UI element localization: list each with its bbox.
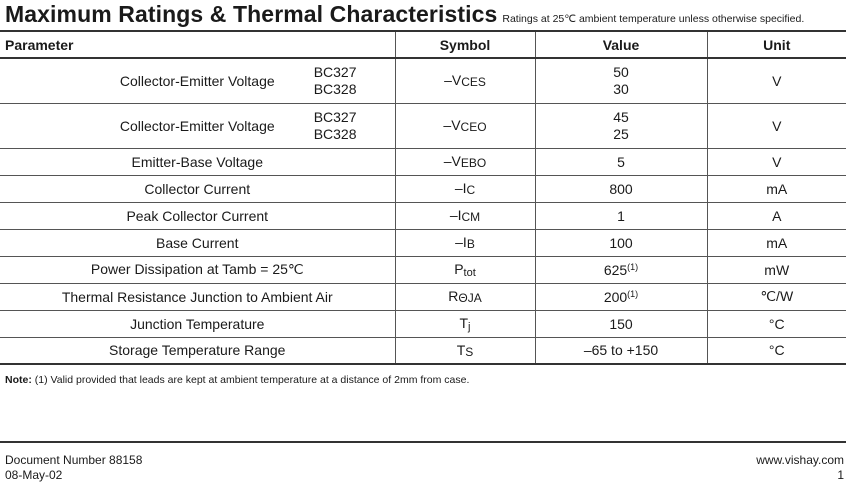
header-symbol: Symbol: [395, 31, 535, 58]
table-row: [0, 148, 846, 175]
value-cell: [535, 256, 707, 283]
unit-cell: °C: [707, 310, 846, 337]
value-label: 50: [613, 63, 629, 80]
symbol-main: –I: [455, 234, 467, 250]
variant-label: BC327: [313, 108, 357, 125]
unit-cell: A: [707, 202, 846, 229]
symbol-main: –V: [443, 153, 461, 169]
parameter-label: Collector-Emitter Voltage: [119, 117, 275, 134]
symbol-main: –I: [449, 207, 462, 223]
symbol-subscript: C: [466, 183, 476, 197]
table-row: [0, 58, 846, 103]
variant-label: BC328: [313, 125, 357, 142]
table-header-row: [0, 31, 846, 58]
footnote-ref: (1): [627, 261, 639, 272]
page-number: 1: [837, 468, 844, 482]
symbol-cell: [395, 58, 535, 103]
symbol-cell: [395, 256, 535, 283]
document-number: Document Number 88158: [5, 453, 143, 467]
table-row: [0, 202, 846, 229]
symbol-main: R: [448, 288, 459, 304]
value-cell: 5: [535, 148, 707, 175]
document-date: 08-May-02: [5, 468, 63, 482]
value-cell: 800: [535, 175, 707, 202]
unit-cell: V: [707, 58, 846, 103]
website-link[interactable]: www.vishay.com: [756, 453, 844, 467]
ratings-table: [0, 30, 846, 365]
table-row: [0, 103, 846, 148]
symbol-subscript: j: [468, 320, 471, 333]
symbol-main: –V: [443, 117, 461, 133]
header-value: Value: [535, 31, 707, 58]
unit-cell: V: [707, 103, 846, 148]
parameter-cell: Emitter-Base Voltage: [131, 153, 263, 170]
symbol-cell: [395, 283, 535, 310]
value-cell: 150: [535, 310, 707, 337]
symbol-cell: [395, 103, 535, 148]
parameter-cell: [0, 103, 395, 148]
symbol-cell: [395, 229, 535, 256]
symbol-main: –V: [444, 72, 462, 89]
symbol-subscript: EBO: [460, 156, 487, 170]
table-row: [0, 310, 846, 337]
value-cell: [535, 103, 707, 148]
symbol-subscript: CES: [461, 75, 486, 90]
parameter-cell: Base Current: [156, 234, 239, 251]
symbol-cell: [395, 310, 535, 337]
parameter-cell: Thermal Resistance Junction to Ambient Air: [61, 288, 333, 305]
unit-cell: mA: [707, 175, 846, 202]
header-parameter: Parameter: [5, 36, 74, 53]
footer-left: [5, 453, 142, 483]
value-label: 25: [613, 125, 629, 142]
symbol-main: –I: [454, 180, 467, 196]
symbol-main: T: [456, 341, 466, 358]
page-title: Maximum Ratings & Thermal Characteristics: [5, 1, 498, 27]
footnote-ref: (1): [627, 288, 639, 299]
symbol-subscript: B: [466, 237, 475, 251]
table-row: [0, 229, 846, 256]
value-cell: [535, 283, 707, 310]
note-text: (1) Valid provided that leads are kept at ambient temperature at a distance of 2mm from case.: [31, 374, 470, 386]
unit-cell: °C: [707, 337, 846, 364]
variant-label: BC327: [313, 63, 357, 80]
symbol-cell: [395, 337, 535, 364]
table-row: [0, 337, 846, 364]
symbol-subscript: CEO: [460, 120, 487, 134]
page-subtitle: Ratings at 25℃ ambient temperature unless otherwise specified.: [502, 13, 805, 25]
table-row: [0, 283, 846, 310]
value-cell: –65 to +150: [535, 337, 707, 364]
table-row: [0, 256, 846, 283]
symbol-subscript: S: [465, 344, 474, 359]
footer-right: [756, 453, 844, 483]
parameter-label: Collector-Emitter Voltage: [119, 72, 275, 89]
symbol-cell: [395, 175, 535, 202]
header-unit: Unit: [707, 31, 846, 58]
parameter-cell: Storage Temperature Range: [109, 342, 286, 359]
symbol-main: P: [454, 260, 464, 277]
parameter-cell: Collector Current: [144, 180, 251, 197]
note-label: Note:: [5, 374, 32, 386]
value-cell: 100: [535, 229, 707, 256]
variant-list: [314, 64, 357, 98]
symbol-subscript: CM: [461, 210, 481, 224]
value-label: 45: [613, 108, 629, 125]
parameter-cell: Peak Collector Current: [126, 207, 269, 224]
symbol-cell: [395, 202, 535, 229]
value-cell: 1: [535, 202, 707, 229]
variant-list: [314, 109, 357, 143]
unit-cell: V: [707, 148, 846, 175]
value-cell: [535, 58, 707, 103]
value-label: 30: [613, 80, 629, 97]
unit-cell: mA: [707, 229, 846, 256]
symbol-subscript: ΘJA: [458, 291, 482, 305]
parameter-cell: Junction Temperature: [130, 315, 265, 332]
parameter-cell: Power Dissipation at Tamb = 25℃: [90, 261, 304, 277]
symbol-subscript: tot: [463, 266, 476, 279]
unit-cell: mW: [707, 256, 846, 283]
value-label: 200: [603, 288, 628, 305]
heading: [5, 1, 804, 28]
footer-divider: [0, 441, 846, 443]
table-note: [5, 374, 469, 386]
symbol-cell: [395, 148, 535, 175]
value-label: 625: [603, 261, 628, 278]
variant-label: BC328: [313, 80, 357, 97]
symbol-main: T: [459, 314, 469, 331]
table-row: [0, 175, 846, 202]
parameter-cell: [0, 58, 395, 103]
unit-cell: ℃/W: [707, 283, 846, 310]
